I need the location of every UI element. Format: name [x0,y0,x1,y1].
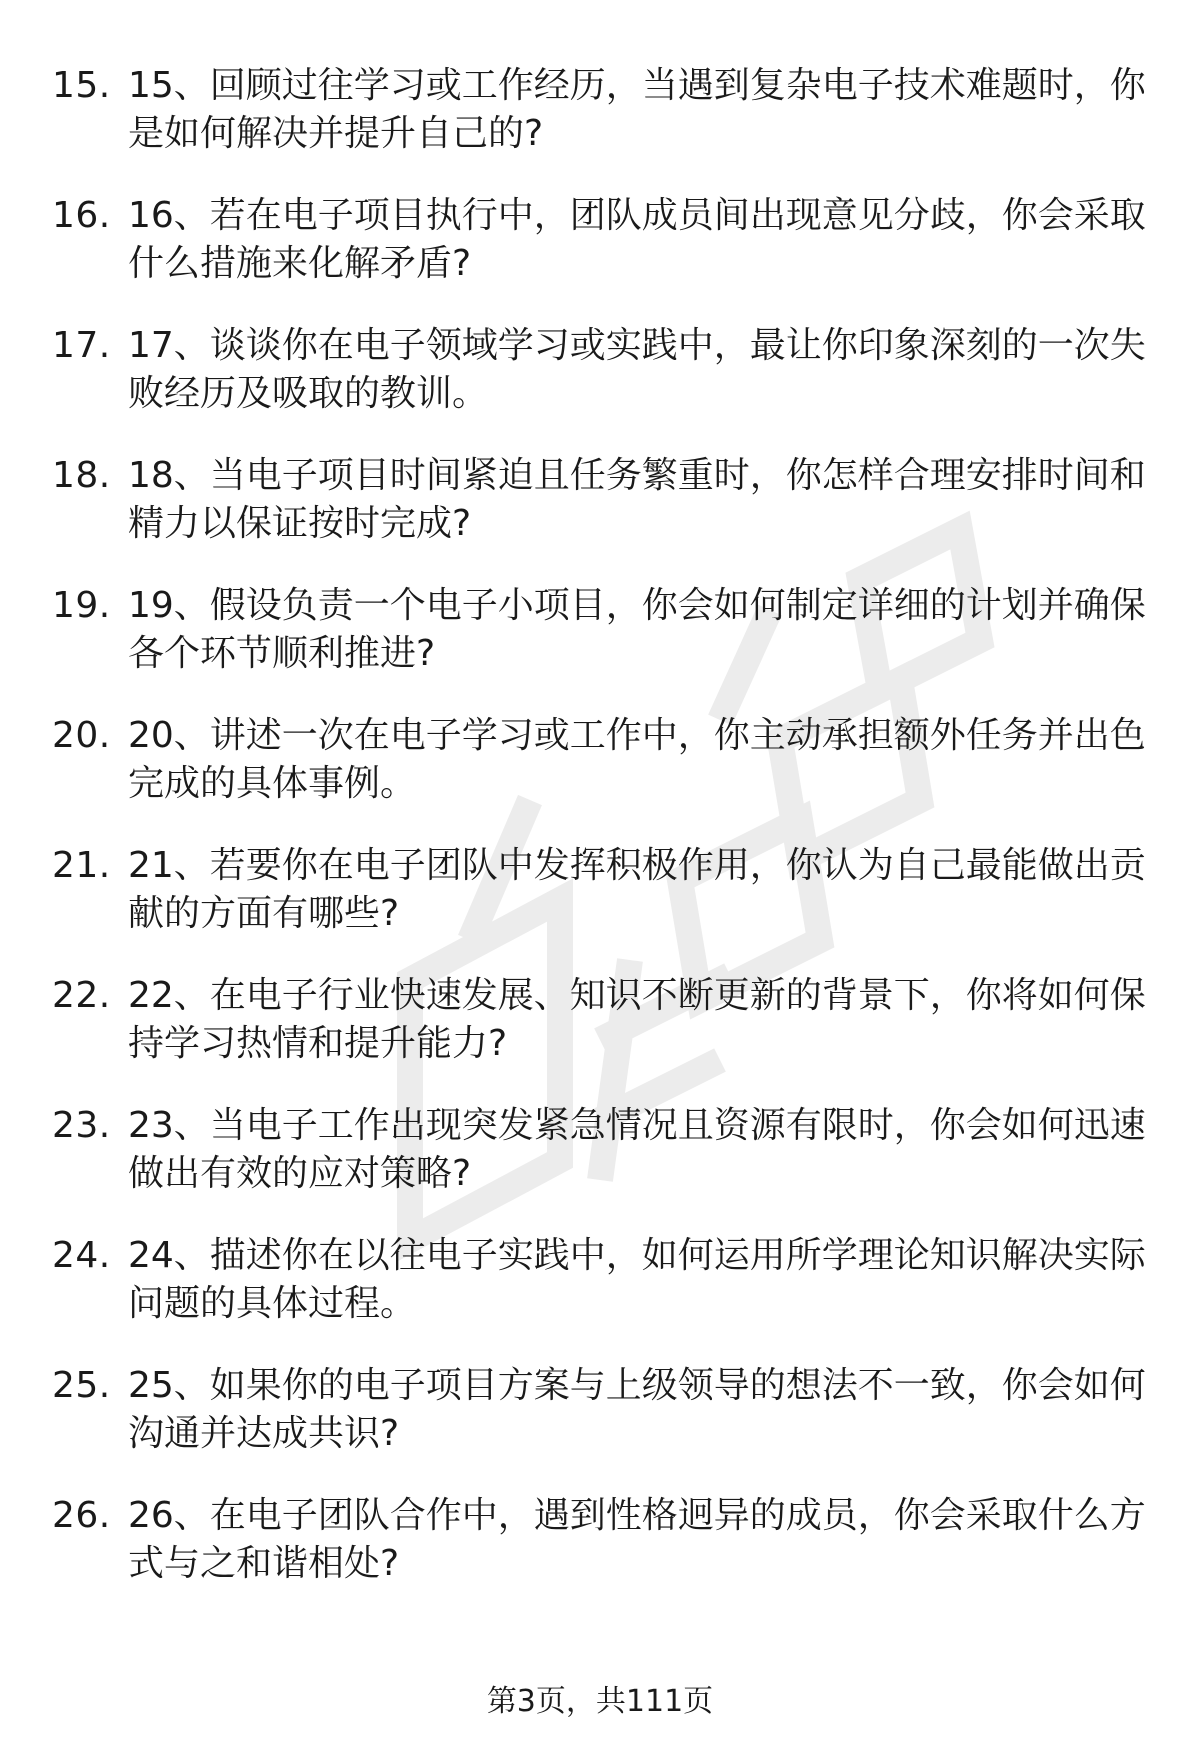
list-item [0,322,1200,418]
question-number: 15. [52,65,111,106]
question-text: 23、当电子工作出现突发紧急情况且资源有限时，你会如何迅速做出有效的应对策略? [128,1105,1146,1194]
question-number: 16. [52,195,111,236]
list-item [0,712,1200,808]
question-number: 26. [52,1495,111,1536]
question-number: 18. [52,455,111,496]
question-text: 22、在电子行业快速发展、知识不断更新的背景下，你将如何保持学习热情和提升能力? [128,975,1146,1064]
question-text: 18、当电子项目时间紧迫且任务繁重时，你怎样合理安排时间和精力以保证按时完成? [128,455,1146,544]
page-number: 第3页，共111页 [486,1684,714,1719]
question-text: 24、描述你在以往电子实践中，如何运用所学理论知识解决实际问题的具体过程。 [128,1235,1146,1324]
question-number: 21. [52,845,111,886]
question-number: 22. [52,975,111,1016]
list-item [0,582,1200,678]
question-text: 26、在电子团队合作中，遇到性格迥异的成员，你会采取什么方式与之和谐相处? [128,1495,1146,1584]
question-text: 25、如果你的电子项目方案与上级领导的想法不一致，你会如何沟通并达成共识? [128,1365,1146,1454]
list-item [0,1232,1200,1328]
list-item [0,1362,1200,1458]
list-item [0,1492,1200,1588]
list-item [0,1102,1200,1198]
question-list [0,62,1200,1622]
list-item [0,62,1200,158]
question-number: 20. [52,715,111,756]
question-number: 25. [52,1365,111,1406]
question-text: 19、假设负责一个电子小项目，你会如何制定详细的计划并确保各个环节顺利推进? [128,585,1146,674]
question-number: 24. [52,1235,111,1276]
question-number: 23. [52,1105,111,1146]
question-text: 16、若在电子项目执行中，团队成员间出现意见分歧，你会采取什么措施来化解矛盾? [128,195,1146,284]
question-text: 21、若要你在电子团队中发挥积极作用，你认为自己最能做出贡献的方面有哪些? [128,845,1146,934]
list-item [0,192,1200,288]
question-text: 17、谈谈你在电子领域学习或实践中，最让你印象深刻的一次失败经历及吸取的教训。 [128,325,1146,414]
question-number: 19. [52,585,111,626]
list-item [0,972,1200,1068]
list-item [0,842,1200,938]
question-number: 17. [52,325,111,366]
question-text: 20、讲述一次在电子学习或工作中，你主动承担额外任务并出色完成的具体事例。 [128,715,1146,804]
list-item [0,452,1200,548]
question-text: 15、回顾过往学习或工作经历，当遇到复杂电子技术难题时，你是如何解决并提升自己的? [128,65,1146,154]
